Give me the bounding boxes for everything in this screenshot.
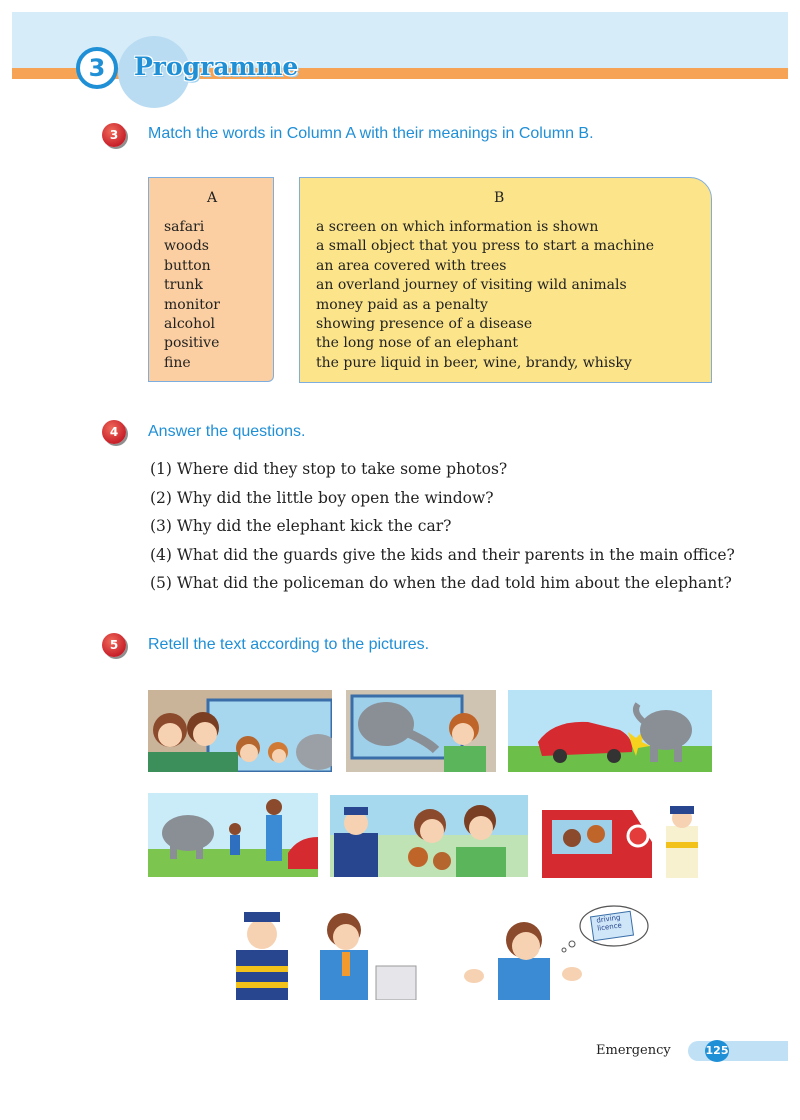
column-a-word: monitor: [164, 296, 220, 313]
column-a-word: alcohol: [164, 315, 216, 332]
unit-title: Programme: [134, 52, 299, 81]
question-item: (5) What did the policeman do when the dad told him about the elephant?: [150, 574, 732, 592]
picture-dad-thinking-licence: [460, 904, 650, 1000]
page-number: 125: [705, 1040, 729, 1062]
question-item: (3) Why did the elephant kick the car?: [150, 517, 452, 535]
exercise-4-instruction: Answer the questions.: [148, 423, 306, 440]
unit-number-badge: 3: [76, 47, 118, 89]
column-b-box: [299, 177, 712, 383]
question-list: [150, 458, 735, 601]
speech-bubble-text: driving licence: [595, 913, 623, 933]
column-b-meaning: a small object that you press to start a machine: [316, 238, 655, 255]
question-item: (4) What did the guards give the kids and their parents in the main office?: [150, 545, 735, 564]
footer-bar: [688, 1041, 788, 1061]
column-b-header: B: [494, 190, 505, 206]
picture-elephant-boy-officer: [148, 793, 318, 877]
picture-elephant-trunk-window: [346, 690, 496, 772]
column-a-word: safari: [164, 219, 205, 235]
picture-policeman-and-dad: [228, 900, 418, 1000]
exercise-5-instruction: Retell the text according to the pictures.: [148, 636, 430, 653]
column-b-meaning: the long nose of an elephant: [316, 335, 518, 352]
exercise-3-instruction: Match the words in Column A with their meanings in Column B.: [148, 125, 594, 142]
column-a-word: button: [164, 257, 211, 274]
column-b-meaning: an area covered with trees: [316, 257, 507, 274]
picture-elephant-kicks-car: [508, 690, 712, 772]
column-b-meaning: showing presence of a disease: [316, 315, 533, 332]
exercise-5-badge: 5: [102, 633, 126, 657]
column-a-word: fine: [164, 354, 191, 371]
column-b-meaning: a screen on which information is shown: [316, 219, 599, 235]
column-a-box: [148, 177, 274, 382]
column-b-meaning: an overland journey of visiting wild animals: [316, 277, 627, 294]
exercise-3-badge: 3: [102, 123, 126, 147]
column-a-list: [164, 218, 220, 373]
column-a-header: A: [207, 190, 218, 206]
column-a-word: trunk: [164, 277, 203, 294]
picture-guards-and-family: [330, 795, 528, 877]
column-a-word: positive: [164, 335, 220, 352]
column-b-list: [316, 218, 654, 373]
exercise-4-badge: 4: [102, 420, 126, 444]
picture-policeman-stops-car: [542, 802, 708, 878]
question-item: (2) Why did the little boy open the window?: [150, 488, 494, 507]
footer-unit-label: Emergency: [596, 1043, 671, 1058]
picture-family-in-car: [148, 690, 332, 772]
question-item: (1) Where did they stop to take some photos?: [150, 460, 508, 478]
column-b-meaning: money paid as a penalty: [316, 296, 488, 313]
column-a-word: woods: [164, 238, 209, 255]
column-b-meaning: the pure liquid in beer, wine, brandy, whisky: [316, 354, 632, 371]
